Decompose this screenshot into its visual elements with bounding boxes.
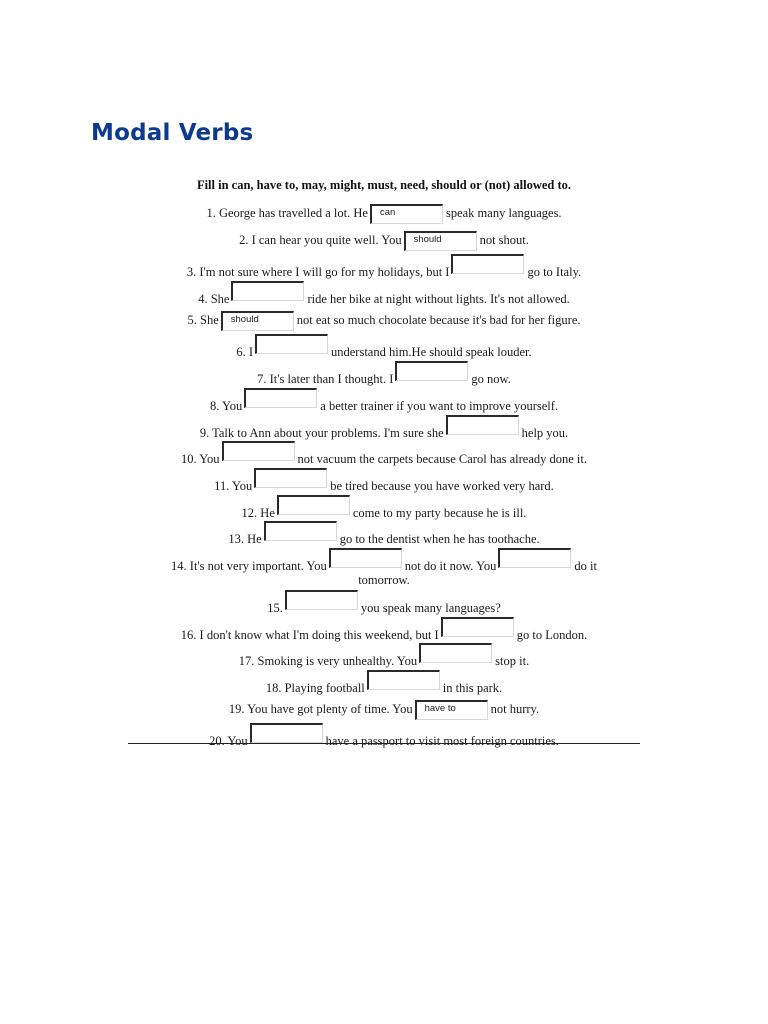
item-text-after: ride her bike at night without lights. It's not allowed. <box>307 292 570 307</box>
item-text-after: go to Italy. <box>527 265 582 280</box>
answer-field-10[interactable] <box>222 441 295 461</box>
exercise-item-14 <box>128 545 640 587</box>
item-text-before: 17. Smoking is very unhealthy. You <box>238 654 418 669</box>
item-text-after: you speak many languages? <box>360 600 501 615</box>
item-text-after: come to my party because he is ill. <box>352 505 527 520</box>
answer-field-12[interactable] <box>277 495 350 515</box>
item-text-before: 10. You <box>180 452 220 467</box>
exercise-item-19 <box>128 694 640 721</box>
exercise-item-17 <box>128 640 640 667</box>
item-text-before: 16. I don't know what I'm doing this weekend, but I <box>180 627 439 642</box>
item-text-after: do it tomorrow. <box>358 558 597 587</box>
item-text-before: 20. You <box>209 734 248 749</box>
item-text-before: 19. You have got plenty of time. You <box>228 701 413 716</box>
exercise-item-10 <box>128 438 640 465</box>
answer-field-14b[interactable] <box>498 548 571 568</box>
exercise-list <box>128 198 640 747</box>
item-text-after: go now. <box>471 372 511 387</box>
item-text-middle: not do it now. You <box>404 558 497 573</box>
item-text-before: 12. He <box>241 505 275 520</box>
answer-field-11[interactable] <box>254 468 327 488</box>
answer-field-4[interactable] <box>231 281 304 301</box>
item-text-before: 1. George has travelled a lot. He <box>206 206 368 220</box>
answer-field-2[interactable]: should <box>404 231 477 251</box>
exercise-item-16 <box>128 614 640 641</box>
item-text-before: 18. Playing football <box>265 681 365 695</box>
answer-field-18[interactable] <box>367 670 440 690</box>
item-text-after: not shout. <box>479 232 529 247</box>
item-text-after: not hurry. <box>490 701 540 716</box>
item-text-before: 13. He <box>228 532 262 547</box>
exercise-instructions: Fill in can, have to, may, might, must, need, should or (not) allowed to. <box>196 178 572 192</box>
item-text-before: 5. She <box>187 312 219 327</box>
item-text-after: not vacuum the carpets because Carol has already done it. <box>297 452 588 467</box>
item-text-after: understand him.He should speak louder. <box>331 345 532 360</box>
item-text-before: 9. Talk to Ann about your problems. I'm sure she <box>199 425 444 440</box>
item-text-before: 15. <box>267 600 283 615</box>
exercise-item-8 <box>128 385 640 412</box>
answer-field-14a[interactable] <box>329 548 402 568</box>
exercise-item-13 <box>128 518 640 545</box>
item-text-after: help you. <box>521 425 569 440</box>
exercise-item-7 <box>128 358 640 385</box>
answer-field-9[interactable] <box>446 415 519 435</box>
item-text-before: 4. She <box>198 292 230 307</box>
item-text-before: 7. It's later than I thought. I <box>257 372 394 387</box>
answer-field-3[interactable] <box>451 254 524 274</box>
answer-field-13[interactable] <box>264 521 337 541</box>
answer-field-8[interactable] <box>244 388 317 408</box>
item-text-before: 6. I <box>236 345 253 360</box>
item-text-before: 3. I'm not sure where I will go for my holidays, but I <box>186 265 450 280</box>
item-text-after: have a passport to visit most foreign countries. <box>325 734 559 749</box>
exercise-item-11 <box>128 465 640 492</box>
exercise-item-6 <box>128 331 640 358</box>
item-text-after: go to London. <box>516 627 588 642</box>
answer-field-6[interactable] <box>255 334 328 354</box>
answer-field-7[interactable] <box>395 361 468 381</box>
horizontal-divider <box>128 743 640 744</box>
item-text-before: 8. You <box>209 398 243 413</box>
item-text-before: 2. I can hear you quite well. You <box>239 232 402 247</box>
answer-field-19[interactable]: have to <box>415 700 488 720</box>
item-text-after: stop it. <box>495 654 530 669</box>
exercise-item-5 <box>128 305 640 332</box>
item-text-after: a better trainer if you want to improve yourself. <box>320 398 559 413</box>
answer-field-20[interactable] <box>250 723 323 743</box>
answer-field-17[interactable] <box>419 643 492 663</box>
answer-field-1[interactable]: can <box>370 204 443 224</box>
item-text-before: 14. It's not very important. You <box>171 558 327 573</box>
answer-field-5[interactable]: should <box>221 311 294 331</box>
exercise-item-9 <box>128 412 640 439</box>
exercise-item-15 <box>128 587 640 614</box>
exercise-item-4 <box>128 278 640 305</box>
exercise-item-3 <box>128 251 640 278</box>
exercise-item-18 <box>128 667 640 694</box>
answer-field-15[interactable] <box>285 590 358 610</box>
exercise-item-12 <box>128 492 640 519</box>
item-text-after: in this park. <box>442 681 503 695</box>
exercise-item-1 <box>128 198 640 225</box>
item-text-after: not eat so much chocolate because it's bad for her figure. <box>296 312 581 327</box>
item-text-before: 11. You <box>214 478 253 493</box>
item-text-after: go to the dentist when he has toothache. <box>339 532 540 547</box>
item-text-after: speak many languages. <box>445 206 562 220</box>
page-title: Modal Verbs <box>91 120 254 146</box>
item-text-after: be tired because you have worked very hard. <box>330 478 554 493</box>
exercise-item-2 <box>128 225 640 252</box>
answer-field-16[interactable] <box>441 617 514 637</box>
